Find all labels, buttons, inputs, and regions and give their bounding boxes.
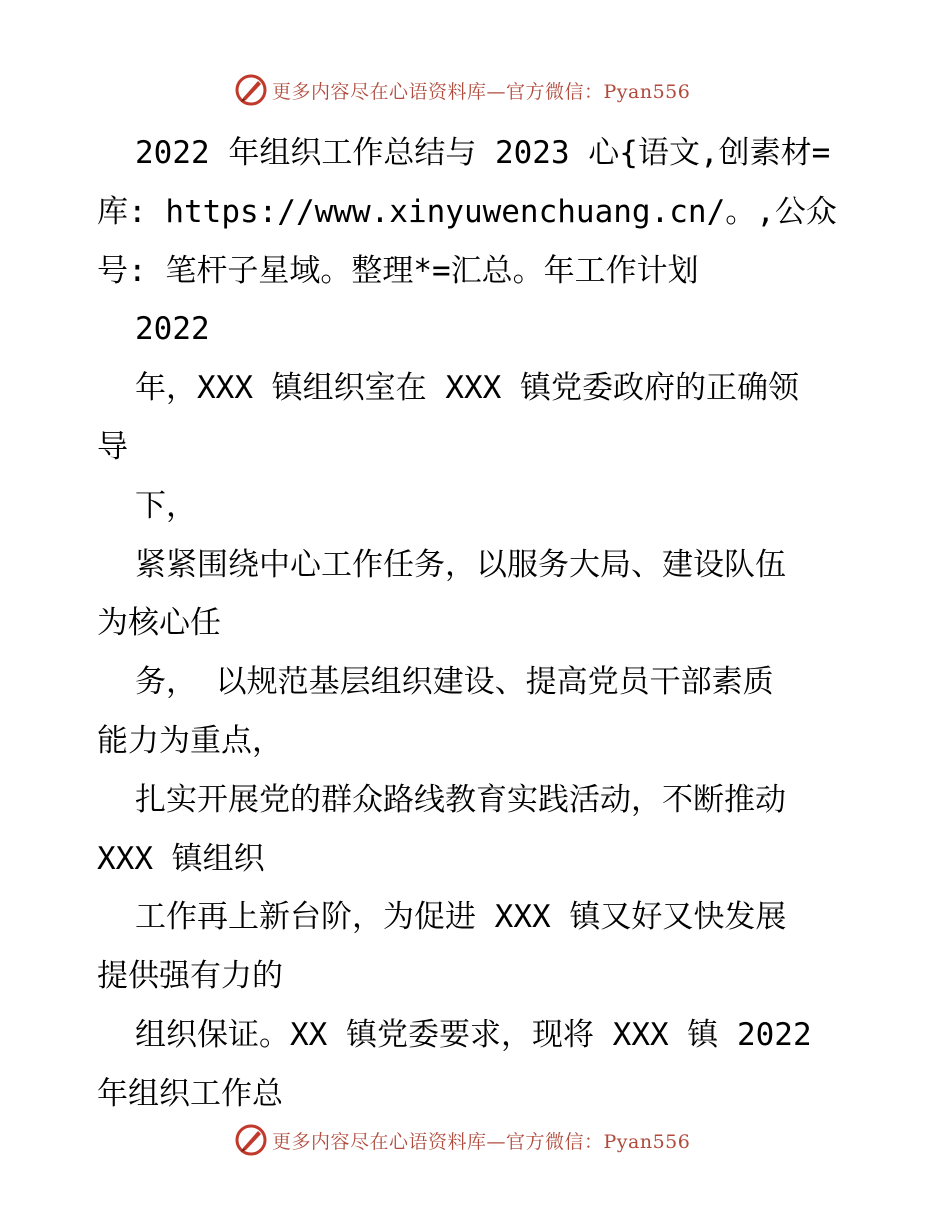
body-line: 务， 以规范基层组织建设、提高党员干部素质 <box>135 664 774 701</box>
body-line: 2022 年组织工作总结与 2023 心{语文,创素材= <box>135 135 831 171</box>
body-line: 能力为重点， <box>97 722 283 759</box>
body-line: 库: https://www.xinyuwenchuang.cn/。,公众 <box>97 193 837 230</box>
body-line: 组织保证。XX 镇党委要求，现将 XXX 镇 2022 <box>135 1016 812 1053</box>
footer-banner <box>234 1120 690 1160</box>
body-line: 年组织工作总 <box>97 1075 283 1112</box>
document-body <box>97 124 857 1124</box>
body-line: 紧紧围绕中心工作任务，以服务大局、建设队伍 <box>135 546 786 583</box>
body-line: 扎实开展党的群众路线教育实践活动，不断推动 <box>135 781 786 818</box>
body-line: 导 <box>97 428 128 465</box>
header-banner-text: 更多内容尽在心语资料库—官方微信：Pyan556 <box>272 80 691 103</box>
header-banner <box>234 70 690 110</box>
body-line: 号: 笔杆子星域。整理*=汇总。年工作计划 <box>97 252 699 289</box>
body-line: 下， <box>135 487 197 524</box>
body-line: 为核心任 <box>97 605 221 642</box>
pen-logo-icon <box>234 73 268 107</box>
body-line: 2022 <box>135 311 210 348</box>
footer-banner-text: 更多内容尽在心语资料库—官方微信：Pyan556 <box>272 1130 691 1153</box>
body-line: 工作再上新台阶，为促进 XXX 镇又好又快发展 <box>135 899 787 936</box>
body-line: XXX 镇组织 <box>97 840 265 877</box>
body-line: 提供强有力的 <box>97 958 283 995</box>
body-line: 年，XXX 镇组织室在 XXX 镇党委政府的正确领 <box>135 370 799 407</box>
pen-logo-icon <box>234 1123 268 1157</box>
